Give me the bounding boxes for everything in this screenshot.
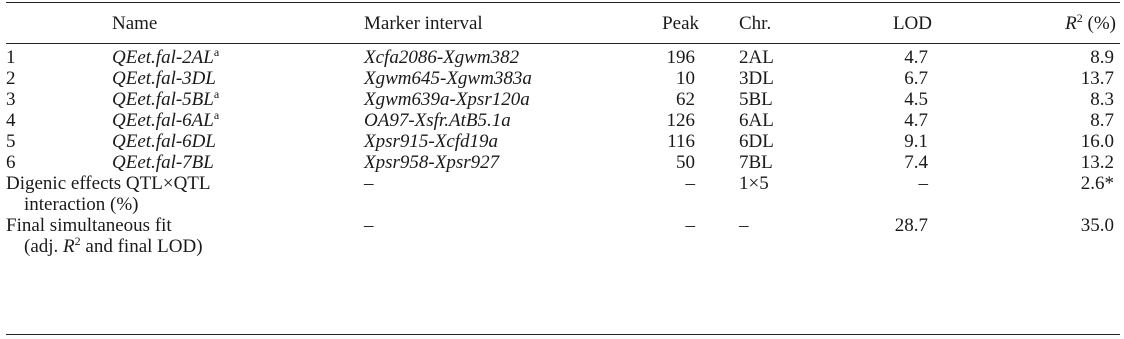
peak-value: 10 — [676, 68, 695, 89]
footnote-mark: a — [213, 108, 220, 122]
digenic-lod: – — [918, 173, 928, 194]
r2-value: 16.0 — [1080, 131, 1114, 152]
table-row — [6, 131, 1120, 152]
marker-interval: Xgwm639a-Xpsr120a — [364, 89, 530, 110]
final-fit-suffix: and final LOD) — [80, 236, 203, 257]
peak-value: 62 — [676, 89, 695, 110]
digenic-label-line1: Digenic effects QTL×QTL — [6, 173, 211, 194]
footnote-mark: a — [213, 45, 220, 59]
lod-value: 4.5 — [904, 89, 928, 110]
header-r2 — [966, 4, 1120, 43]
final-chr: – — [739, 215, 749, 236]
table-row — [6, 110, 1120, 131]
row-id: 4 — [6, 110, 16, 131]
top-rule — [6, 2, 1120, 3]
qtl-table — [6, 4, 1120, 257]
row-id: 1 — [6, 47, 16, 68]
header-name: Name — [112, 12, 158, 34]
qtl-name-text: QEet.fal-6AL — [112, 110, 214, 131]
r2-symbol: R — [1065, 12, 1077, 34]
final-fit-label-line1: Final simultaneous fit — [6, 215, 172, 236]
final-marker: – — [364, 215, 374, 236]
final-fit-label — [6, 215, 364, 257]
final-fit-row — [6, 215, 1120, 257]
header-marker: Marker interval — [364, 12, 483, 34]
row-id: 6 — [6, 152, 16, 173]
bottom-rule — [6, 334, 1120, 335]
row-id: 5 — [6, 131, 16, 152]
lod-value: 6.7 — [904, 68, 928, 89]
footnote-mark: a — [213, 87, 220, 101]
peak-value: 116 — [667, 131, 695, 152]
table-row — [6, 68, 1120, 89]
r2-superscript: 2 — [1076, 10, 1083, 25]
qtl-name-text: QEet.fal-6DL — [112, 131, 216, 152]
final-fit-superscript: 2 — [74, 234, 81, 248]
lod-value: 9.1 — [904, 131, 928, 152]
final-peak: – — [685, 215, 695, 236]
qtl-name — [112, 131, 364, 152]
digenic-r2: 2.6* — [1080, 173, 1114, 194]
table-row — [6, 43, 1120, 68]
final-fit-prefix: (adj. — [24, 236, 64, 257]
chr-value: 6DL — [739, 131, 774, 152]
digenic-peak: – — [685, 173, 695, 194]
row-id: 3 — [6, 89, 16, 110]
r2-value: 13.2 — [1080, 152, 1114, 173]
row-id: 2 — [6, 68, 16, 89]
marker-interval: Xpsr958-Xpsr927 — [364, 152, 500, 173]
header-lod: LOD — [892, 12, 932, 34]
qtl-name — [112, 110, 364, 131]
header-chr: Chr. — [739, 12, 772, 34]
qtl-name-text: QEet.fal-5BL — [112, 89, 214, 110]
chr-value: 7BL — [739, 152, 773, 173]
qtl-name — [112, 152, 364, 173]
digenic-marker: – — [364, 173, 374, 194]
header-peak: Peak — [662, 12, 699, 34]
digenic-row — [6, 173, 1120, 215]
peak-value: 126 — [666, 110, 695, 131]
digenic-chr: 1×5 — [739, 173, 769, 194]
table-row — [6, 152, 1120, 173]
table-row — [6, 89, 1120, 110]
final-fit-r-symbol: R — [63, 236, 75, 257]
chr-value: 2AL — [739, 47, 774, 68]
lod-value: 4.7 — [904, 110, 928, 131]
qtl-name — [112, 68, 364, 89]
chr-value: 6AL — [739, 110, 774, 131]
header-id — [6, 4, 112, 43]
final-lod: 28.7 — [894, 215, 928, 236]
marker-interval: Xpsr915-Xcfd19a — [364, 131, 499, 152]
marker-interval: OA97-Xsfr.AtB5.1a — [364, 110, 511, 131]
r2-value: 13.7 — [1080, 68, 1114, 89]
qtl-name-text: QEet.fal-2AL — [112, 47, 214, 68]
marker-interval: Xgwm645-Xgwm383a — [364, 68, 532, 89]
peak-value: 50 — [676, 152, 695, 173]
peak-value: 196 — [666, 47, 695, 68]
final-r2: 35.0 — [1080, 215, 1114, 236]
qtl-name — [112, 89, 364, 110]
qtl-name-text: QEet.fal-7BL — [112, 152, 214, 173]
final-fit-label-line2 — [6, 236, 203, 257]
r2-value: 8.7 — [1090, 110, 1114, 131]
header-row — [6, 4, 1120, 43]
qtl-name — [112, 43, 364, 68]
marker-interval: Xcfa2086-Xgwm382 — [364, 47, 520, 68]
lod-value: 4.7 — [904, 47, 928, 68]
r2-unit: (%) — [1082, 12, 1116, 34]
chr-value: 5BL — [739, 89, 773, 110]
lod-value: 7.4 — [904, 152, 928, 173]
r2-value: 8.9 — [1090, 47, 1114, 68]
r2-value: 8.3 — [1090, 89, 1114, 110]
digenic-label-line2: interaction (%) — [24, 194, 139, 215]
qtl-name-text: QEet.fal-3DL — [112, 68, 216, 89]
digenic-label — [6, 173, 364, 215]
chr-value: 3DL — [739, 68, 774, 89]
